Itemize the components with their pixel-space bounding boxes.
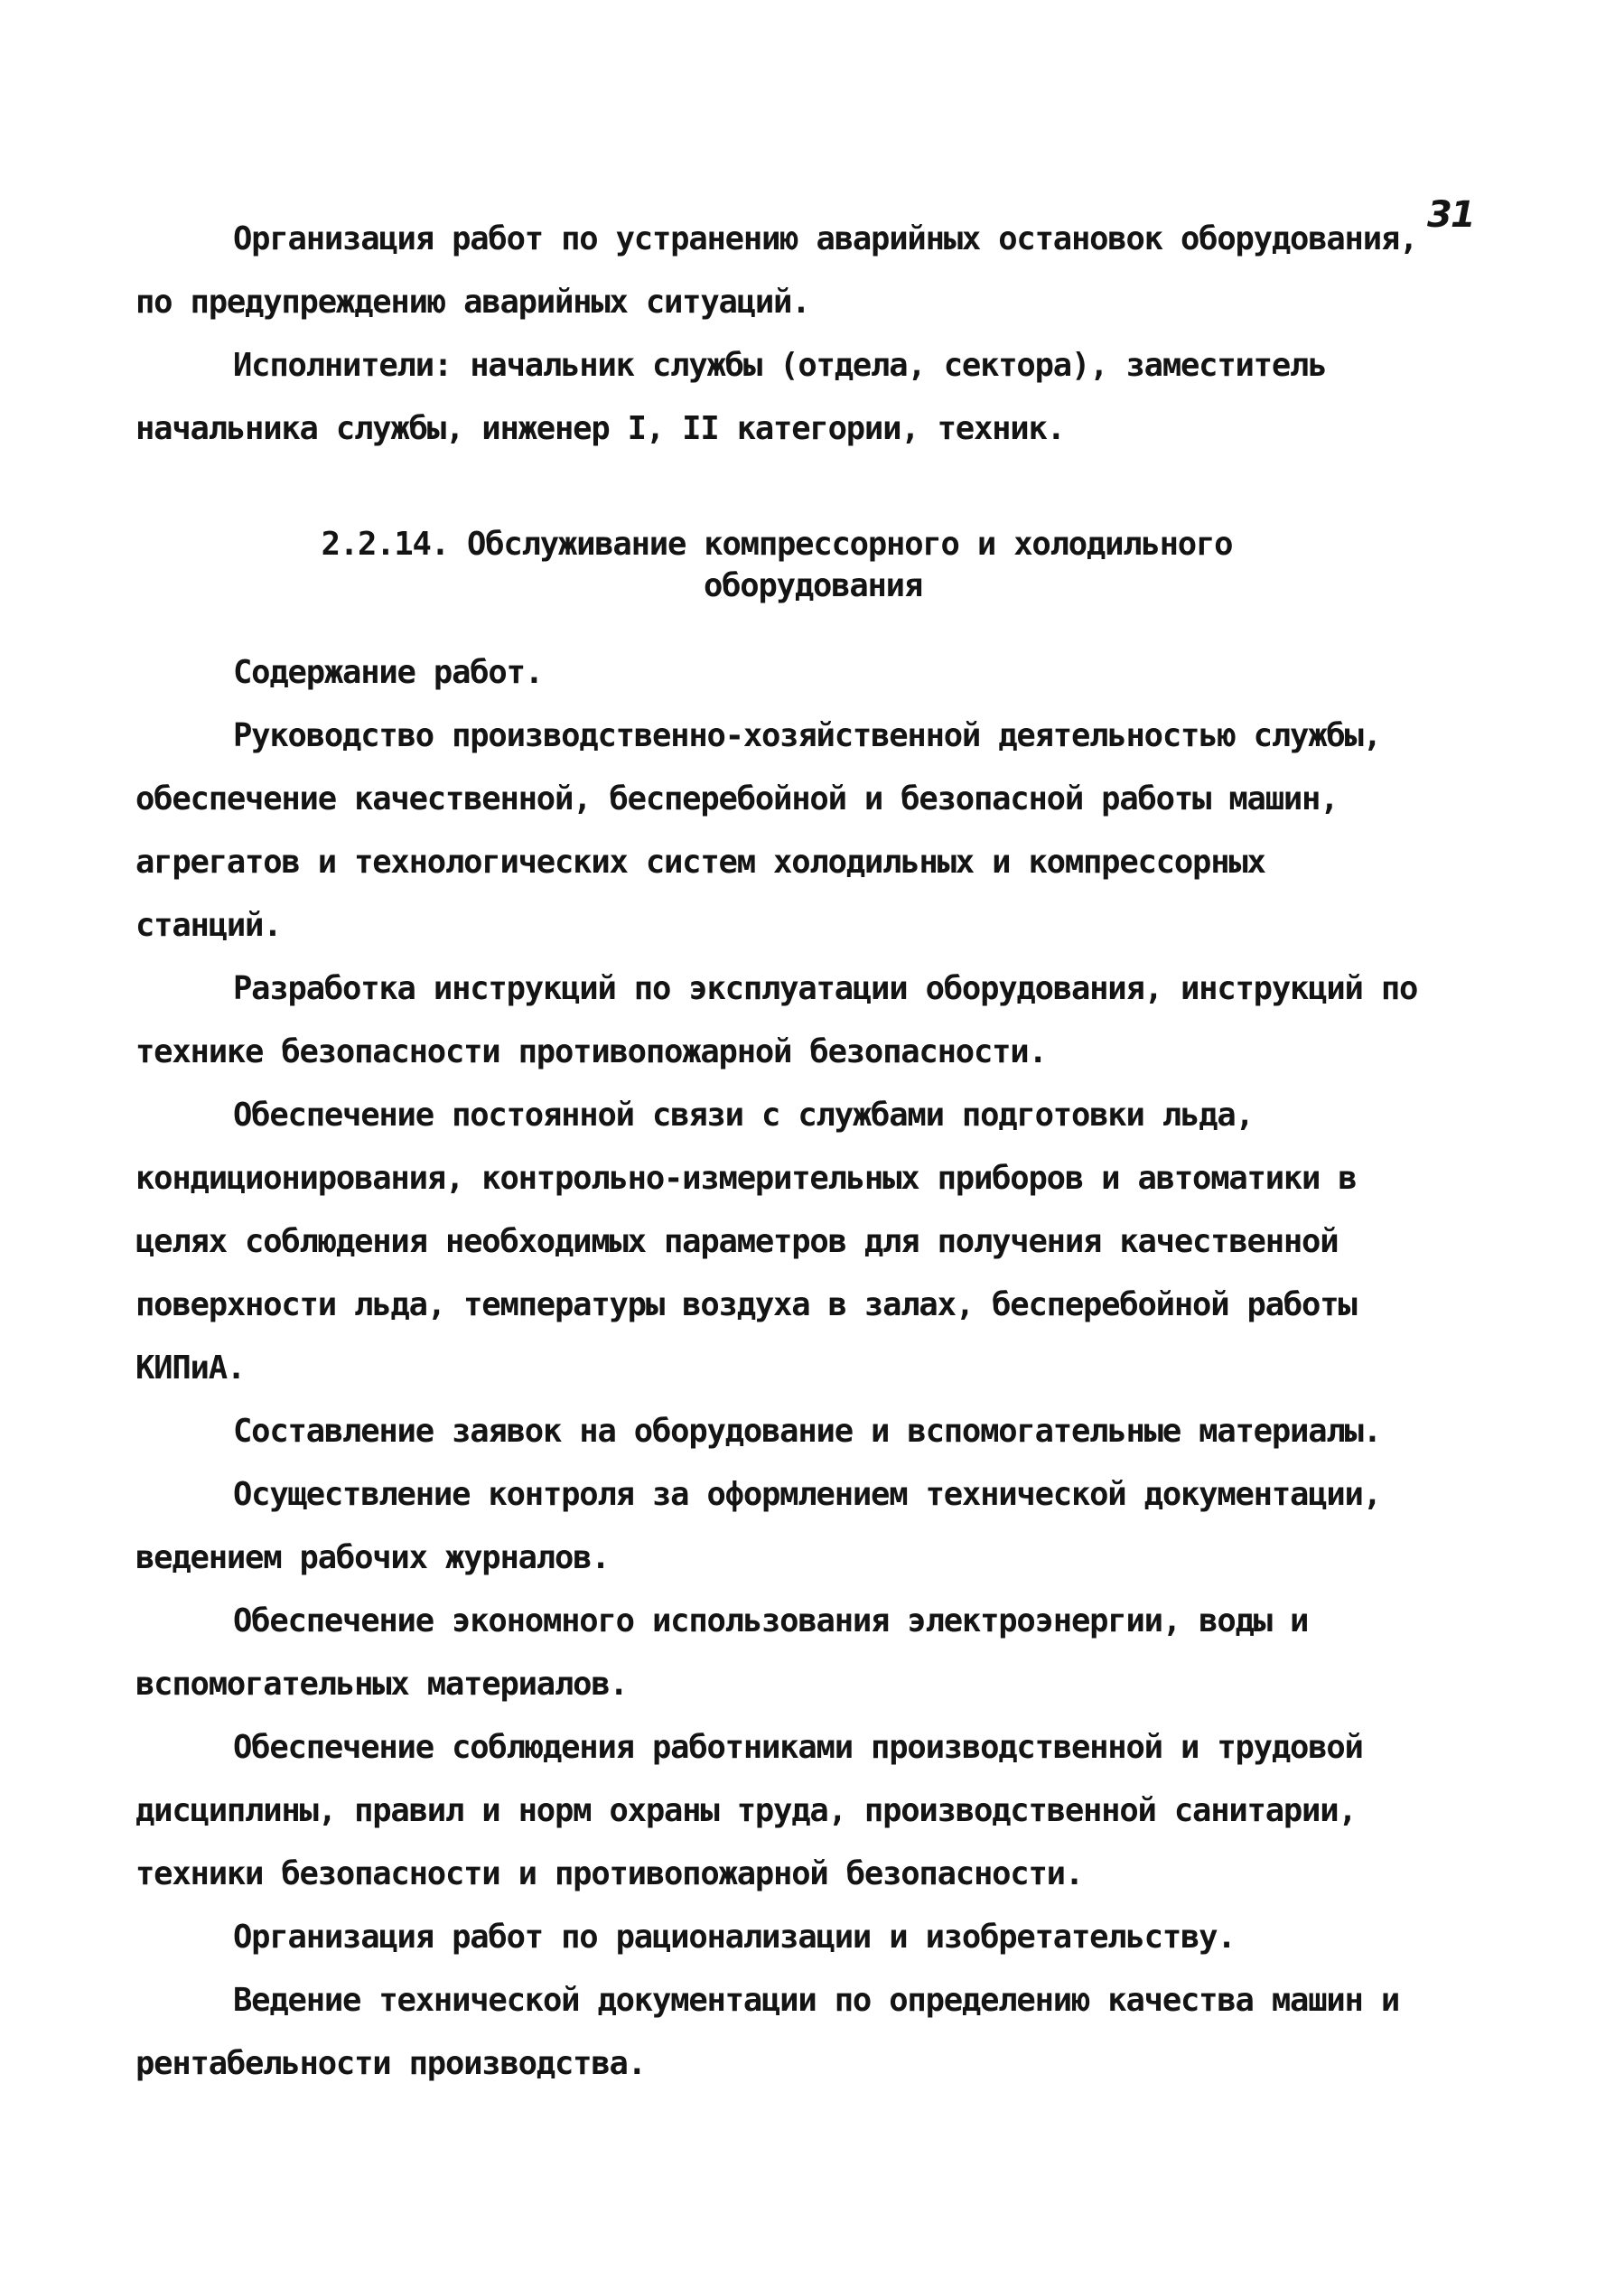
paragraph-requests: Составление заявок на оборудование и вспомогательные материалы. <box>233 1413 1381 1450</box>
paragraph-economy: Обеспечение экономного использования электроэнергии, воды и вспомогательных материалов. <box>135 1602 1309 1703</box>
paragraph-discipline: Обеспечение соблюдения работниками производственной и трудовой дисциплины, правил и норм охраны труда, производственной санитарии, техники безопасности и противопожарной безопасности. <box>135 1729 1363 1892</box>
paragraph-technical-docs: Ведение технической документации по определению качества машин и рентабельности производства. <box>135 1982 1400 2082</box>
section-heading <box>135 524 1355 607</box>
section-heading-line-1: 2.2.14. Обслуживание компрессорного и холодильного <box>321 526 1233 563</box>
paragraph-intro-1: Организация работ по устранению аварийных остановок оборудования, по предупреждению аварийных ситуаций. <box>135 220 1418 321</box>
paragraph-content-label: Содержание работ. <box>233 654 543 691</box>
document-body <box>135 208 1418 2096</box>
paragraph-documentation-control: Осуществление контроля за оформлением технической документации, ведением рабочих журналов. <box>135 1476 1381 1576</box>
paragraph-instructions: Разработка инструкций по эксплуатации оборудования, инструкций по технике безопасности противопожарной безопасности. <box>135 970 1418 1070</box>
paragraph-management: Руководство производственно-хозяйственной деятельностью службы, обеспечение качественной, бесперебойной и безопасной работы машин, агрегатов и технологических систем холодильных и компрессорных станций. <box>135 717 1381 944</box>
section-heading-line-2: оборудования <box>703 567 923 604</box>
paragraph-rationalization: Организация работ по рационализации и изобретательству. <box>233 1919 1236 1956</box>
paragraph-communication: Обеспечение постоянной связи с службами подготовки льда, кондиционирования, контрольно-измерительных приборов и автоматики в целях соблюдения необходимых параметров для получения качественной поверхности льда, температуры воздуха в залах, бесперебойной работы КИПиА. <box>135 1097 1357 1387</box>
paragraph-intro-2: Исполнители: начальник службы (отдела, сектора), заместитель начальника службы, инженер I, II категории, техник. <box>135 347 1327 447</box>
page-number: 31 <box>1427 194 1474 236</box>
